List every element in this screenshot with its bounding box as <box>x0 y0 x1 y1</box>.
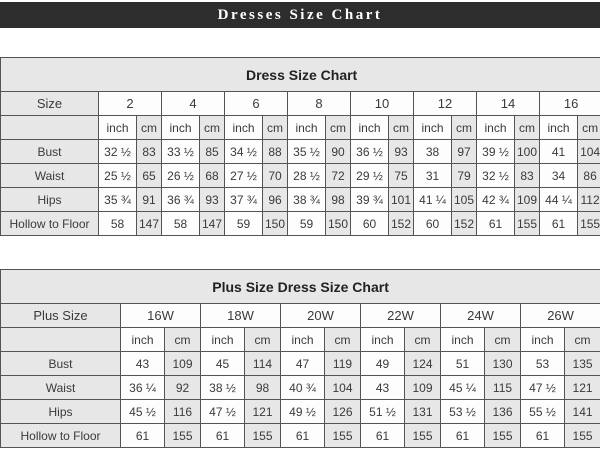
value-cell: 79 <box>452 164 477 188</box>
value-cell: 152 <box>389 212 414 236</box>
value-cell: 32 ½ <box>99 140 137 164</box>
value-cell: 39 ½ <box>477 140 515 164</box>
value-cell: 93 <box>200 188 225 212</box>
value-cell: 116 <box>165 400 201 424</box>
value-cell: 38 ½ <box>201 376 245 400</box>
unit-cm-cell: cm <box>515 116 540 140</box>
value-cell: 68 <box>200 164 225 188</box>
measurement-row <box>1 188 600 212</box>
value-cell: 150 <box>263 212 288 236</box>
value-cell: 41 <box>540 140 578 164</box>
size-header-cell: 16W <box>121 304 201 328</box>
unit-inch-cell: inch <box>281 328 325 352</box>
value-cell: 96 <box>263 188 288 212</box>
value-cell: 53 <box>521 352 565 376</box>
value-cell: 25 ½ <box>99 164 137 188</box>
measurement-row <box>1 424 600 448</box>
value-cell: 121 <box>565 376 600 400</box>
value-cell: 114 <box>245 352 281 376</box>
size-header-row <box>1 304 600 328</box>
unit-cm-cell: cm <box>452 116 477 140</box>
size-header-cell: 26W <box>521 304 600 328</box>
value-cell: 27 ½ <box>225 164 263 188</box>
value-cell: 49 <box>361 352 405 376</box>
value-cell: 119 <box>325 352 361 376</box>
unit-inch-cell: inch <box>288 116 326 140</box>
unit-inch-cell: inch <box>441 328 485 352</box>
value-cell: 155 <box>405 424 441 448</box>
value-cell: 101 <box>389 188 414 212</box>
size-header-cell: 6 <box>225 92 288 116</box>
row-label: Bust <box>1 352 121 376</box>
value-cell: 155 <box>325 424 361 448</box>
value-cell: 152 <box>452 212 477 236</box>
row-label: Hips <box>1 400 121 424</box>
size-header-cell: 24W <box>441 304 521 328</box>
value-cell: 61 <box>121 424 165 448</box>
value-cell: 98 <box>326 188 351 212</box>
size-header-cell: 22W <box>361 304 441 328</box>
value-cell: 100 <box>515 140 540 164</box>
value-cell: 131 <box>405 400 441 424</box>
value-cell: 155 <box>515 212 540 236</box>
value-cell: 83 <box>515 164 540 188</box>
size-header-cell: 18W <box>201 304 281 328</box>
value-cell: 51 ½ <box>361 400 405 424</box>
value-cell: 32 ½ <box>477 164 515 188</box>
unit-inch-cell: inch <box>361 328 405 352</box>
value-cell: 155 <box>578 212 600 236</box>
unit-inch-cell: inch <box>540 116 578 140</box>
measurement-row <box>1 400 600 424</box>
value-cell: 60 <box>414 212 452 236</box>
value-cell: 38 ¾ <box>288 188 326 212</box>
measurement-row <box>1 164 600 188</box>
value-cell: 61 <box>441 424 485 448</box>
row-label: Hips <box>1 188 99 212</box>
value-cell: 104 <box>325 376 361 400</box>
measurement-row <box>1 140 600 164</box>
unit-cm-cell: cm <box>137 116 162 140</box>
value-cell: 43 <box>121 352 165 376</box>
value-cell: 59 <box>225 212 263 236</box>
unit-inch-cell: inch <box>477 116 515 140</box>
value-cell: 38 <box>414 140 452 164</box>
table-title: Dress Size Chart <box>1 58 600 92</box>
value-cell: 61 <box>201 424 245 448</box>
value-cell: 98 <box>245 376 281 400</box>
value-cell: 130 <box>485 352 521 376</box>
value-cell: 26 ½ <box>162 164 200 188</box>
value-cell: 93 <box>389 140 414 164</box>
page-title: Dresses Size Chart <box>218 7 383 24</box>
value-cell: 29 ½ <box>351 164 389 188</box>
size-header-cell: 4 <box>162 92 225 116</box>
value-cell: 53 ½ <box>441 400 485 424</box>
value-cell: 61 <box>521 424 565 448</box>
corner-label: Size <box>1 92 99 116</box>
value-cell: 43 <box>361 376 405 400</box>
table-title-row <box>1 270 600 304</box>
unit-cm-cell: cm <box>565 328 600 352</box>
value-cell: 35 ¾ <box>99 188 137 212</box>
value-cell: 136 <box>485 400 521 424</box>
unit-header-row <box>1 328 600 352</box>
value-cell: 65 <box>137 164 162 188</box>
measurement-row <box>1 352 600 376</box>
value-cell: 147 <box>137 212 162 236</box>
unit-cm-cell: cm <box>263 116 288 140</box>
value-cell: 126 <box>325 400 361 424</box>
value-cell: 47 ½ <box>521 376 565 400</box>
value-cell: 41 ¼ <box>414 188 452 212</box>
dress-size-chart <box>0 57 600 236</box>
row-label: Bust <box>1 140 99 164</box>
value-cell: 83 <box>137 140 162 164</box>
value-cell: 86 <box>578 164 600 188</box>
row-label: Waist <box>1 376 121 400</box>
value-cell: 58 <box>162 212 200 236</box>
unit-header-row <box>1 116 600 140</box>
unit-cm-cell: cm <box>326 116 351 140</box>
value-cell: 109 <box>405 376 441 400</box>
unit-inch-cell: inch <box>351 116 389 140</box>
value-cell: 105 <box>452 188 477 212</box>
value-cell: 36 ½ <box>351 140 389 164</box>
value-cell: 141 <box>565 400 600 424</box>
value-cell: 155 <box>245 424 281 448</box>
unit-inch-cell: inch <box>521 328 565 352</box>
value-cell: 31 <box>414 164 452 188</box>
value-cell: 59 <box>288 212 326 236</box>
size-header-cell: 10 <box>351 92 414 116</box>
value-cell: 90 <box>326 140 351 164</box>
value-cell: 44 ¼ <box>540 188 578 212</box>
value-cell: 58 <box>99 212 137 236</box>
value-cell: 42 ¾ <box>477 188 515 212</box>
unit-inch-cell: inch <box>225 116 263 140</box>
value-cell: 75 <box>389 164 414 188</box>
size-header-cell: 2 <box>99 92 162 116</box>
value-cell: 112 <box>578 188 600 212</box>
measurement-row <box>1 212 600 236</box>
value-cell: 70 <box>263 164 288 188</box>
value-cell: 150 <box>326 212 351 236</box>
value-cell: 72 <box>326 164 351 188</box>
size-header-cell: 8 <box>288 92 351 116</box>
corner-empty-cell <box>1 328 121 352</box>
size-header-row <box>1 92 600 116</box>
row-label: Waist <box>1 164 99 188</box>
unit-inch-cell: inch <box>201 328 245 352</box>
value-cell: 47 <box>281 352 325 376</box>
size-header-cell: 16 <box>540 92 600 116</box>
unit-inch-cell: inch <box>162 116 200 140</box>
value-cell: 61 <box>540 212 578 236</box>
plus-size-dress-size-chart <box>0 269 600 448</box>
corner-label: Plus Size <box>1 304 121 328</box>
row-label: Hollow to Floor <box>1 424 121 448</box>
value-cell: 85 <box>200 140 225 164</box>
value-cell: 109 <box>515 188 540 212</box>
value-cell: 155 <box>485 424 521 448</box>
value-cell: 88 <box>263 140 288 164</box>
value-cell: 147 <box>200 212 225 236</box>
value-cell: 92 <box>165 376 201 400</box>
value-cell: 28 ½ <box>288 164 326 188</box>
unit-cm-cell: cm <box>325 328 361 352</box>
value-cell: 115 <box>485 376 521 400</box>
row-label: Hollow to Floor <box>1 212 99 236</box>
table-title-row <box>1 58 600 92</box>
unit-cm-cell: cm <box>578 116 600 140</box>
value-cell: 49 ½ <box>281 400 325 424</box>
table-title: Plus Size Dress Size Chart <box>1 270 600 304</box>
value-cell: 109 <box>165 352 201 376</box>
value-cell: 34 <box>540 164 578 188</box>
value-cell: 45 ½ <box>121 400 165 424</box>
unit-inch-cell: inch <box>121 328 165 352</box>
unit-cm-cell: cm <box>200 116 225 140</box>
value-cell: 36 ¾ <box>162 188 200 212</box>
size-charts-container <box>0 57 600 448</box>
value-cell: 33 ½ <box>162 140 200 164</box>
size-header-cell: 14 <box>477 92 540 116</box>
value-cell: 135 <box>565 352 600 376</box>
value-cell: 40 ¾ <box>281 376 325 400</box>
value-cell: 47 ½ <box>201 400 245 424</box>
value-cell: 36 ¼ <box>121 376 165 400</box>
value-cell: 121 <box>245 400 281 424</box>
value-cell: 61 <box>361 424 405 448</box>
value-cell: 34 ½ <box>225 140 263 164</box>
value-cell: 35 ½ <box>288 140 326 164</box>
value-cell: 45 <box>201 352 245 376</box>
value-cell: 60 <box>351 212 389 236</box>
value-cell: 91 <box>137 188 162 212</box>
measurement-row <box>1 376 600 400</box>
unit-inch-cell: inch <box>99 116 137 140</box>
value-cell: 104 <box>578 140 600 164</box>
value-cell: 39 ¾ <box>351 188 389 212</box>
unit-cm-cell: cm <box>245 328 281 352</box>
value-cell: 55 ½ <box>521 400 565 424</box>
value-cell: 155 <box>165 424 201 448</box>
unit-cm-cell: cm <box>165 328 201 352</box>
value-cell: 51 <box>441 352 485 376</box>
page-header-bar <box>0 2 600 28</box>
size-header-cell: 12 <box>414 92 477 116</box>
unit-cm-cell: cm <box>405 328 441 352</box>
value-cell: 37 ¾ <box>225 188 263 212</box>
corner-empty-cell <box>1 116 99 140</box>
value-cell: 61 <box>281 424 325 448</box>
unit-inch-cell: inch <box>414 116 452 140</box>
size-header-cell: 20W <box>281 304 361 328</box>
value-cell: 45 ¼ <box>441 376 485 400</box>
value-cell: 97 <box>452 140 477 164</box>
value-cell: 124 <box>405 352 441 376</box>
value-cell: 61 <box>477 212 515 236</box>
value-cell: 155 <box>565 424 600 448</box>
unit-cm-cell: cm <box>389 116 414 140</box>
unit-cm-cell: cm <box>485 328 521 352</box>
